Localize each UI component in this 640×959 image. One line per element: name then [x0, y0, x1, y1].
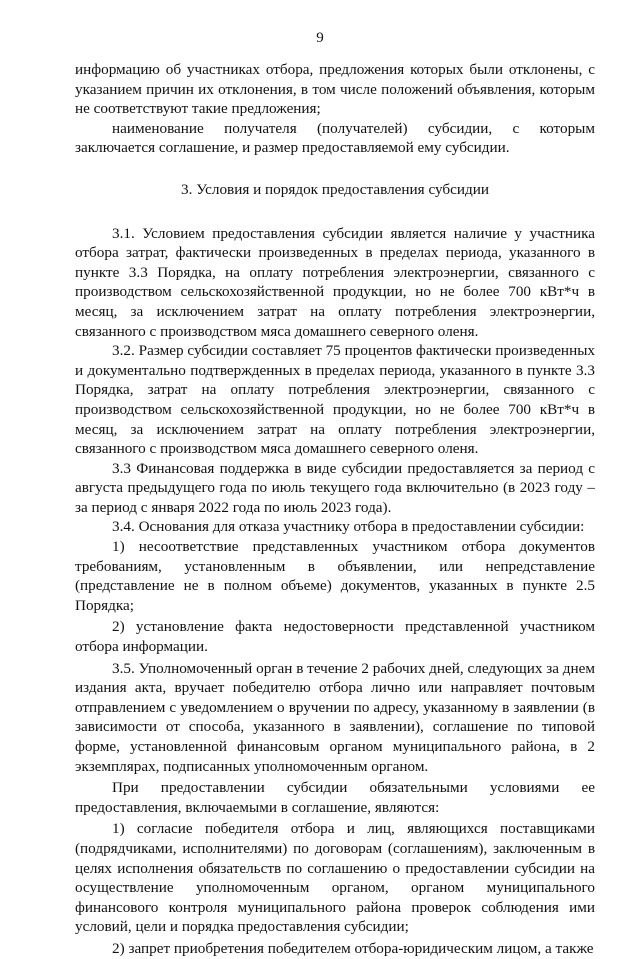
paragraph-3-3: 3.3 Финансовая поддержка в виде субсидии предоставляется за период с августа предыдущего года по июль текущего года включительно (в 2023 году – за период с января 2022 года по июль 2023 года). — [75, 459, 595, 516]
page-number: 9 — [316, 30, 324, 46]
paragraph-3-2: 3.2. Размер субсидии составляет 75 процентов фактически произведенных и документально подтвержденных в пределах периода, указанного в пункте 3.3 Порядка, затрат на оплату потребления электроэнергии, связанного с производством сельскохозяйственной продукции, но не более 700 кВт*ч в месяц, за исключением затрат на оплату потребления электроэнергии, связанного с производством мяса домашнего северного оленя. — [75, 342, 595, 458]
paragraph-condition-1: 1) согласие победителя отбора и лиц, являющихся поставщиками (подрядчиками, исполнителями) по договорам (соглашениям), заключенным в целях исполнения обязательств по соглашению о предоставлении субсидии на осуществление уполномоченным органом, органом муниципального финансового контроля муниципального района проверок соблюдения ими условий, цели и порядка предоставления субсидии; — [75, 820, 595, 936]
paragraph-3-4-item-1: 1) несоответствие представленных участником отбора документов требованиям, установленным в объявлении, или непредставление (представление не в полном объеме) документов, указанных в пункте 2.5 Порядка; — [75, 538, 595, 614]
intro-paragraph-1: информацию об участниках отбора, предложения которых были отклонены, с указанием причин их отклонения, в том числе положений объявления, которым не соответствуют такие предложения; — [75, 61, 595, 118]
document-body — [75, 60, 595, 959]
intro-paragraph-2: наименование получателя (получателей) субсидии, с которым заключается соглашение, и размер предоставляемой ему субсидии. — [75, 119, 595, 157]
paragraph-condition-2: 2) запрет приобретения победителем отбора-юридическим лицом, а также — [112, 939, 594, 957]
paragraph-3-1: 3.1. Условием предоставления субсидии является наличие у участника отбора затрат, фактически произведенных в пределах периода, указанного в пункте 3.3 Порядка, на оплату потребления электроэнергии, связанного с производством сельскохозяйственной продукции, но не более 700 кВт*ч в месяц, за исключением затрат на оплату потребления электроэнергии, связанного с производством мяса домашнего северного оленя. — [75, 224, 595, 340]
paragraph-3-5: 3.5. Уполномоченный орган в течение 2 рабочих дней, следующих за днем издания акта, вручает победителю отбора лично или направляет почтовым отправлением с уведомлением о вручении по адресу, указанному в заявлении (в зависимости от способа, указанного в заявлении), соглашение по типовой форме, установленной финансовым органом муниципального района, в 2 экземплярах, подписанных уполномоченным органом. — [75, 659, 595, 775]
paragraph-3-4: 3.4. Основания для отказа участнику отбора в предоставлении субсидии: — [112, 518, 585, 536]
paragraph-3-4-item-2: 2) установление факта недостоверности представленной участником отбора информации. — [75, 618, 595, 656]
paragraph-conditions: При предоставлении субсидии обязательными условиями ее предоставления, включаемыми в соглашение, являются: — [75, 779, 595, 816]
section-heading: 3. Условия и порядок предоставления субсидии — [181, 180, 489, 198]
